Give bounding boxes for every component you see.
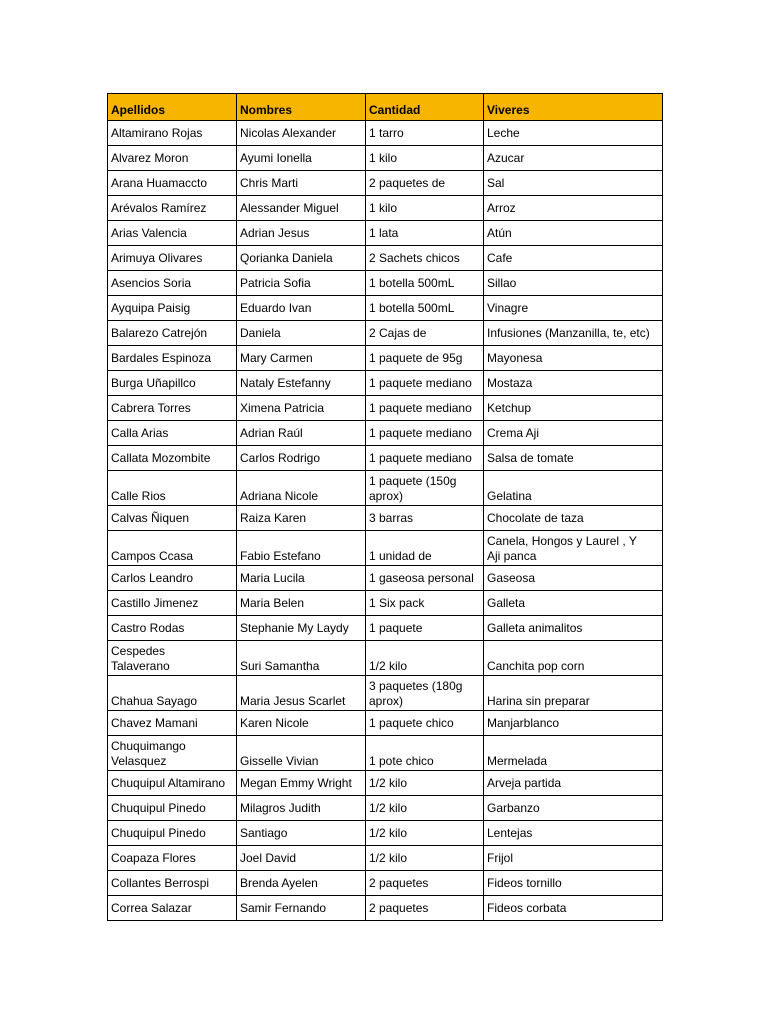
- apellidos-cell: Arias Valencia: [108, 221, 237, 246]
- apellidos-cell: Cabrera Torres: [108, 396, 237, 421]
- cantidad-cell: 1 botella 500mL: [366, 271, 484, 296]
- viveres-cell: Fideos corbata: [484, 896, 663, 921]
- table-row: [108, 346, 663, 371]
- apellidos-cell: Alvarez Moron: [108, 146, 237, 171]
- nombres-cell: Adrian Jesus: [237, 221, 366, 246]
- nombres-cell: Eduardo Ivan: [237, 296, 366, 321]
- cantidad-cell: 1/2 kilo: [366, 771, 484, 796]
- cantidad-cell: 3 barras: [366, 506, 484, 531]
- header-nombres: Nombres: [237, 94, 366, 121]
- cantidad-cell: 1 paquete: [366, 616, 484, 641]
- cantidad-cell: 2 paquetes: [366, 871, 484, 896]
- viveres-cell: Atún: [484, 221, 663, 246]
- viveres-cell: Garbanzo: [484, 796, 663, 821]
- viveres-cell: Frijol: [484, 846, 663, 871]
- cantidad-cell: 2 Cajas de: [366, 321, 484, 346]
- nombres-cell: Daniela: [237, 321, 366, 346]
- table-row: [108, 246, 663, 271]
- apellidos-cell: Campos Ccasa: [108, 531, 237, 566]
- cantidad-cell: 1/2 kilo: [366, 641, 484, 676]
- apellidos-cell: Calle Rios: [108, 471, 237, 506]
- viveres-cell: Galleta: [484, 591, 663, 616]
- table-row: [108, 446, 663, 471]
- viveres-cell: Galleta animalitos: [484, 616, 663, 641]
- viveres-cell: Salsa de tomate: [484, 446, 663, 471]
- table-row: [108, 506, 663, 531]
- table-row: [108, 196, 663, 221]
- table-row: [108, 771, 663, 796]
- viveres-cell: Arroz: [484, 196, 663, 221]
- viveres-cell: Canela, Hongos y Laurel , Y Aji panca: [484, 531, 663, 566]
- apellidos-cell: Calvas Ñiquen: [108, 506, 237, 531]
- table-row: [108, 471, 663, 506]
- nombres-cell: Suri Samantha: [237, 641, 366, 676]
- cantidad-cell: 1 pote chico: [366, 736, 484, 771]
- table-row: [108, 676, 663, 711]
- cantidad-cell: 1 gaseosa personal: [366, 566, 484, 591]
- table-body: [108, 121, 663, 921]
- table-row: [108, 271, 663, 296]
- cantidad-cell: 2 Sachets chicos: [366, 246, 484, 271]
- apellidos-cell: Altamirano Rojas: [108, 121, 237, 146]
- viveres-cell: Vinagre: [484, 296, 663, 321]
- nombres-cell: Patricia Sofia: [237, 271, 366, 296]
- nombres-cell: Maria Lucila: [237, 566, 366, 591]
- nombres-cell: Raiza Karen: [237, 506, 366, 531]
- cantidad-cell: 1 paquete de 95g: [366, 346, 484, 371]
- table-row: [108, 146, 663, 171]
- viveres-cell: Fideos tornillo: [484, 871, 663, 896]
- nombres-cell: Carlos Rodrigo: [237, 446, 366, 471]
- apellidos-cell: Arana Huamaccto: [108, 171, 237, 196]
- header-apellidos: Apellidos: [108, 94, 237, 121]
- nombres-cell: Milagros Judith: [237, 796, 366, 821]
- nombres-cell: Karen Nicole: [237, 711, 366, 736]
- nombres-cell: Adrian Raúl: [237, 421, 366, 446]
- viveres-cell: Mayonesa: [484, 346, 663, 371]
- nombres-cell: Qorianka Daniela: [237, 246, 366, 271]
- apellidos-cell: Asencios Soria: [108, 271, 237, 296]
- cantidad-cell: 2 paquetes: [366, 896, 484, 921]
- header-cantidad: Cantidad: [366, 94, 484, 121]
- table-row: [108, 641, 663, 676]
- nombres-cell: Samir Fernando: [237, 896, 366, 921]
- apellidos-cell: Callata Mozombite: [108, 446, 237, 471]
- table-row: [108, 796, 663, 821]
- apellidos-cell: Coapaza Flores: [108, 846, 237, 871]
- table-header-row: [108, 94, 663, 121]
- cantidad-cell: 1 paquete chico: [366, 711, 484, 736]
- table-row: [108, 616, 663, 641]
- table-row: [108, 846, 663, 871]
- apellidos-cell: Bardales Espinoza: [108, 346, 237, 371]
- viveres-cell: Mostaza: [484, 371, 663, 396]
- cantidad-cell: 1 paquete (150g aprox): [366, 471, 484, 506]
- apellidos-cell: Chuquipul Pinedo: [108, 821, 237, 846]
- nombres-cell: Joel David: [237, 846, 366, 871]
- table-row: [108, 421, 663, 446]
- apellidos-cell: Chuquipul Altamirano: [108, 771, 237, 796]
- apellidos-cell: Ayquipa Paisig: [108, 296, 237, 321]
- table-row: [108, 896, 663, 921]
- viveres-cell: Leche: [484, 121, 663, 146]
- cantidad-cell: 1 Six pack: [366, 591, 484, 616]
- viveres-cell: Sal: [484, 171, 663, 196]
- apellidos-cell: Arimuya Olivares: [108, 246, 237, 271]
- viveres-cell: Crema Aji: [484, 421, 663, 446]
- viveres-cell: Harina sin preparar: [484, 676, 663, 711]
- nombres-cell: Megan Emmy Wright: [237, 771, 366, 796]
- nombres-cell: Maria Belen: [237, 591, 366, 616]
- cantidad-cell: 1/2 kilo: [366, 821, 484, 846]
- viveres-cell: Sillao: [484, 271, 663, 296]
- apellidos-cell: Correa Salazar: [108, 896, 237, 921]
- table-row: [108, 321, 663, 346]
- table-row: [108, 371, 663, 396]
- apellidos-cell: Balarezo Catrejón: [108, 321, 237, 346]
- viveres-cell: Ketchup: [484, 396, 663, 421]
- cantidad-cell: 3 paquetes (180g aprox): [366, 676, 484, 711]
- viveres-cell: Gaseosa: [484, 566, 663, 591]
- cantidad-cell: 1 paquete mediano: [366, 421, 484, 446]
- table-row: [108, 821, 663, 846]
- apellidos-cell: Burga Uñapillco: [108, 371, 237, 396]
- nombres-cell: Ayumi Ionella: [237, 146, 366, 171]
- nombres-cell: Stephanie My Laydy: [237, 616, 366, 641]
- apellidos-cell: Carlos Leandro: [108, 566, 237, 591]
- nombres-cell: Chris Marti: [237, 171, 366, 196]
- viveres-cell: Infusiones (Manzanilla, te, etc): [484, 321, 663, 346]
- table-row: [108, 531, 663, 566]
- apellidos-cell: Collantes Berrospi: [108, 871, 237, 896]
- apellidos-cell: Cespedes Talaverano: [108, 641, 237, 676]
- table-row: [108, 566, 663, 591]
- table-row: [108, 711, 663, 736]
- viveres-cell: Gelatina: [484, 471, 663, 506]
- cantidad-cell: 2 paquetes de: [366, 171, 484, 196]
- nombres-cell: Alessander Miguel: [237, 196, 366, 221]
- table-row: [108, 296, 663, 321]
- nombres-cell: Gisselle Vivian: [237, 736, 366, 771]
- nombres-cell: Maria Jesus Scarlet: [237, 676, 366, 711]
- nombres-cell: Brenda Ayelen: [237, 871, 366, 896]
- cantidad-cell: 1 tarro: [366, 121, 484, 146]
- nombres-cell: Nicolas Alexander: [237, 121, 366, 146]
- apellidos-cell: Castillo Jimenez: [108, 591, 237, 616]
- viveres-cell: Manjarblanco: [484, 711, 663, 736]
- viveres-cell: Mermelada: [484, 736, 663, 771]
- table-row: [108, 221, 663, 246]
- apellidos-cell: Arévalos Ramírez: [108, 196, 237, 221]
- table-row: [108, 396, 663, 421]
- nombres-cell: Ximena Patricia: [237, 396, 366, 421]
- table-row: [108, 171, 663, 196]
- nombres-cell: Nataly Estefanny: [237, 371, 366, 396]
- cantidad-cell: 1/2 kilo: [366, 796, 484, 821]
- nombres-cell: Fabio Estefano: [237, 531, 366, 566]
- apellidos-cell: Chuquimango Velasquez: [108, 736, 237, 771]
- cantidad-cell: 1/2 kilo: [366, 846, 484, 871]
- table-row: [108, 121, 663, 146]
- cantidad-cell: 1 kilo: [366, 146, 484, 171]
- header-viveres: Viveres: [484, 94, 663, 121]
- nombres-cell: Santiago: [237, 821, 366, 846]
- nombres-cell: Adriana Nicole: [237, 471, 366, 506]
- cantidad-cell: 1 unidad de: [366, 531, 484, 566]
- viveres-cell: Cafe: [484, 246, 663, 271]
- table-row: [108, 871, 663, 896]
- cantidad-cell: 1 lata: [366, 221, 484, 246]
- apellidos-cell: Castro Rodas: [108, 616, 237, 641]
- viveres-cell: Canchita pop corn: [484, 641, 663, 676]
- cantidad-cell: 1 paquete mediano: [366, 371, 484, 396]
- cantidad-cell: 1 kilo: [366, 196, 484, 221]
- viveres-cell: Lentejas: [484, 821, 663, 846]
- viveres-cell: Arveja partida: [484, 771, 663, 796]
- apellidos-cell: Chavez Mamani: [108, 711, 237, 736]
- cantidad-cell: 1 paquete mediano: [366, 396, 484, 421]
- table-row: [108, 736, 663, 771]
- table-row: [108, 591, 663, 616]
- apellidos-cell: Chuquipul Pinedo: [108, 796, 237, 821]
- apellidos-cell: Chahua Sayago: [108, 676, 237, 711]
- cantidad-cell: 1 botella 500mL: [366, 296, 484, 321]
- cantidad-cell: 1 paquete mediano: [366, 446, 484, 471]
- viveres-cell: Chocolate de taza: [484, 506, 663, 531]
- supplies-table: [107, 93, 663, 921]
- apellidos-cell: Calla Arias: [108, 421, 237, 446]
- nombres-cell: Mary Carmen: [237, 346, 366, 371]
- viveres-cell: Azucar: [484, 146, 663, 171]
